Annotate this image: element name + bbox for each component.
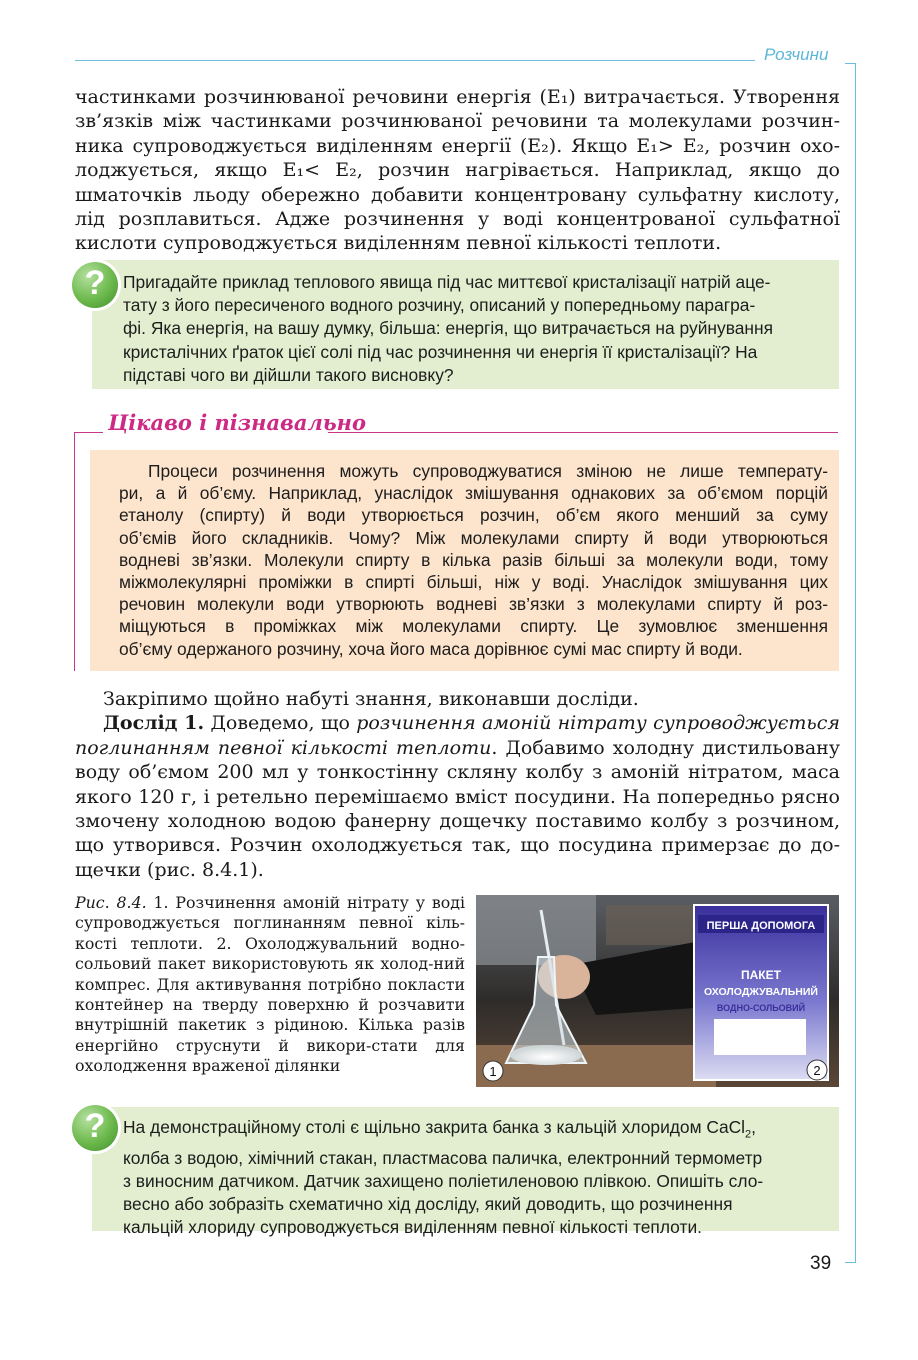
section-title: Розчини xyxy=(764,45,829,64)
text-line: підставі чого ви дійшли такого висновку? xyxy=(123,364,454,385)
text-line: речовин молекули води утворюють водневі зв’язки з молекулами спирту й роз- xyxy=(119,594,828,615)
text-line xyxy=(123,1116,827,1147)
section-rule-left xyxy=(75,432,103,433)
interesting-text xyxy=(119,460,828,660)
pack-label-2: ПАКЕТ xyxy=(741,968,781,982)
intro-paragraph xyxy=(75,85,840,256)
figure-photo xyxy=(476,895,839,1087)
text-line: тату з його пересиченого водного розчину, описаний у попередньому парагра- xyxy=(123,295,756,316)
text-span: , xyxy=(751,1117,757,1137)
question-box-2 xyxy=(92,1107,839,1238)
photo-salt xyxy=(510,1045,582,1065)
subscript: 2 xyxy=(745,1128,752,1141)
question-box-1 xyxy=(92,260,839,389)
text-line: Процеси розчинення можуть супроводжуватися зміною не лише температу- xyxy=(148,461,828,481)
text-line: весно або зобразіть схематично хід досліду, який доводить, що розчинення xyxy=(123,1194,733,1215)
question-icon: ? xyxy=(72,1105,118,1151)
text-line: зв’язків між частинками розчинюваної речовини та молекулами розчин- xyxy=(75,110,840,133)
footer-rule xyxy=(845,1262,855,1263)
text-span: Доведемо, що xyxy=(204,712,357,735)
text-line: міжмолекулярні проміжки в спирті більші, ніж у воді. Унаслідок змішування цих xyxy=(119,572,828,593)
text-line: міщуються в проміжках між молекулами спирту. Це зумовлює зменшення xyxy=(119,616,828,637)
text-line: лід розплавиться. Адже розчинення у воді концентрованої сульфатної xyxy=(75,208,840,231)
page-edge-rule xyxy=(855,63,856,1263)
text-line: об’ємів його складників. Чому? Між молекулами спирту й води утворюються xyxy=(119,527,828,548)
text-line: колба з водою, хімічний стакан, пластмасова паличка, електронний термометр xyxy=(123,1147,763,1168)
text-line: лоджується, якщо E₁< E₂, розчин нагрівається. Наприклад, якщо до xyxy=(75,159,840,182)
figure-marker-2-text: 2 xyxy=(813,1063,821,1078)
figure-caption xyxy=(75,893,465,1077)
photo-window xyxy=(476,895,596,965)
experiment-label: Дослід 1. xyxy=(103,712,205,735)
pack-label-3: ОХОЛОДЖУВАЛЬНИЙ xyxy=(704,986,818,998)
figure-caption-text: 1. Розчинення амоній нітрату у воді супроводжується поглинанням певної кіль-кості теплоти. 2. Охолоджувальний водно-сольовий пакет використовують як холод-ний компрес. Для активування потрібно покласти контейнер на тверду поверхню й розчавити внутрішній пакетик з рідиною. Кілька разів енергійно струснути й викори-стати для охолодження враженої ділянки xyxy=(75,893,466,1076)
text-line: ника супроводжується виділенням енергії (E₂). Якщо E₁> E₂, розчин охо- xyxy=(75,134,840,157)
text-span: На демонстраційному столі є щільно закрита банка з кальцій хлоридом CaCl xyxy=(123,1117,746,1137)
photo-shelf xyxy=(606,905,696,945)
text-line: кислоти супроводжується виділенням певної кількості теплоти. xyxy=(75,232,722,255)
figure-marker-1-text: 1 xyxy=(489,1064,497,1079)
interesting-box xyxy=(90,450,839,671)
text-span: . Добавимо холодну дистильовану воду об’ємом 200 мл у тонкостінну скляну колбу з амоній нітратом, маса якого 120 г, і ретельно перемішаємо вміст посудини. На попередньо рясно змочену холодною водою фанерну дощечку поставимо колбу з розчином, що утворився. Розчин охолоджується так, що посудина примерзає до до-щечки (рис. 8.4.1). xyxy=(75,736,840,881)
figure-label: Рис. 8.4. xyxy=(75,893,147,912)
text-line: частинками розчинюваної речовини енергія (E₁) витрачається. Утворення xyxy=(75,86,840,108)
experiment-italic: розчинення амоній нітрату супроводжується поглинанням певної кількості теплоти xyxy=(75,712,840,759)
pack-label-area xyxy=(714,1019,806,1055)
text-line: з виносним датчиком. Датчик захищено поліетиленовою плівкою. Опишіть сло- xyxy=(123,1170,764,1191)
text-line: Закріпимо щойно набуті знання, виконавши досліди. xyxy=(103,688,639,710)
question-text-1 xyxy=(123,271,827,387)
header-rule xyxy=(75,60,755,61)
text-line: водневі зв’язки. Молекули спирту в кілька разів більші за молекули води, тому xyxy=(119,549,828,570)
text-line: Пригадайте приклад теплового явища під час миттєвої кристалізації натрій аце- xyxy=(123,272,771,292)
interesting-title: Цікаво і пізнавально xyxy=(108,410,366,435)
pack-label-1: ПЕРША ДОПОМОГА xyxy=(706,920,816,932)
pack-label-4: ВОДНО-СОЛЬОВИЙ xyxy=(716,1003,806,1013)
text-line: кристалічних ґраток цієї солі під час розчинення чи енергія її кристалізації? На xyxy=(123,341,758,362)
text-line: об’єму одержаного розчину, хоча його маса дорівнює сумі мас спирту й води. xyxy=(119,638,743,659)
page-number: 39 xyxy=(810,1253,832,1274)
question-icon: ? xyxy=(72,262,118,308)
question-text-2 xyxy=(123,1116,827,1239)
text-line: шматочків льоду обережно добавити концентровану сульфатну кислоту, xyxy=(75,183,840,206)
section-rule-right xyxy=(328,432,838,433)
experiment-paragraph xyxy=(75,687,840,882)
section-side-bar xyxy=(74,432,75,671)
text-line: ри, а й об’єму. Наприклад, унаслідок змішування однакових за об’ємом порцій xyxy=(119,483,828,504)
text-line: кальцій хлориду супроводжується виділенням певної кількості теплоти. xyxy=(123,1217,702,1238)
text-line: фі. Яка енергія, на вашу думку, більша: енергія, що витрачається на руйнування xyxy=(123,318,774,339)
text-line: етанолу (спирту) й води утворюється розчин, об’єм якого менший за суму xyxy=(119,505,828,526)
experiment-text xyxy=(75,711,840,882)
